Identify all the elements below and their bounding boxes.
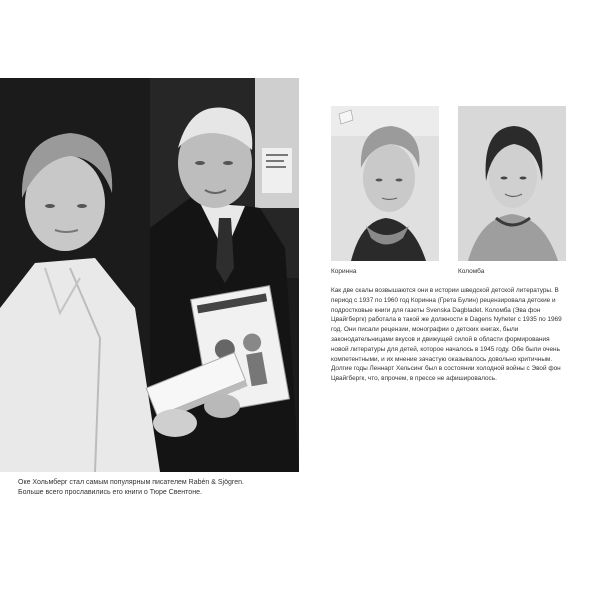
portrait-kolomba (458, 106, 566, 261)
portrait-kolomba-illustration (458, 106, 566, 261)
portrait-korinna-illustration (331, 106, 439, 261)
portrait-label-kolomba: Коломба (458, 268, 485, 275)
left-caption-line-2: Больше всего прославились его книги о Тюре Свентоне. (18, 489, 202, 496)
left-caption (18, 478, 288, 498)
left-caption-line-1: Оке Хольмберг стал самым популярным писателем Rabén & Sjögren. (18, 479, 244, 486)
main-photo-illustration (0, 78, 299, 472)
right-page-paragraph (331, 286, 567, 384)
main-photo (0, 78, 299, 472)
portrait-korinna (331, 106, 439, 261)
paragraph-text: Как две скалы возвышаются они в истории шведской детской литературы. В период с 1937 по 1960 год Коринна (Грета Булин) рецензировала детские и подростковые книги для газеты Svenska Dagbladet. Коломба (Эва фон Цвайгбергк) работала в такой же должности в Dagens Nyheter с 1935 по 1969 год. Они писали рецензии, монографии о детских книгах, были законодательницами вкусов и движущей силой в области формирования новой литературы для детей, которое началось в 1945 году. Обе были очень компетентными, и их мнение зачастую оказывалось довольно критичным. Долгие годы Леннарт Хельсинг был в состоянии холодной войны с Эвой фон Цвайгбергк, что, впрочем, в прессе не афишировалось. (331, 287, 562, 383)
portrait-label-korinna: Коринна (331, 268, 357, 275)
